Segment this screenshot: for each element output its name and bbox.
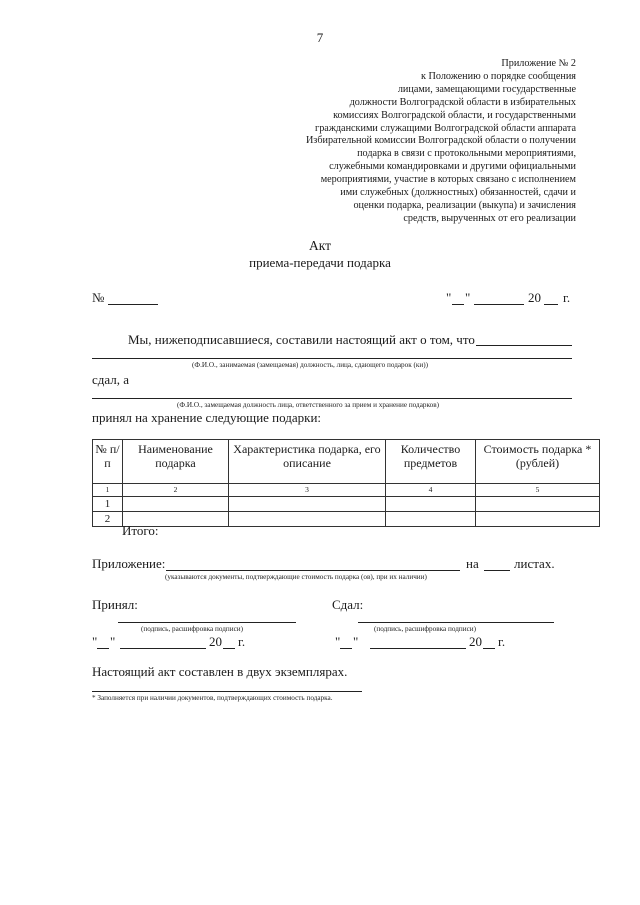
act-number-field[interactable] xyxy=(108,304,158,305)
appendix-block xyxy=(306,58,576,226)
column-number: 3 xyxy=(229,484,386,497)
right-date-month-field[interactable] xyxy=(370,648,466,649)
hint-sign-left: (подпись, расшифровка подписи) xyxy=(141,625,244,633)
column-header: Характеристика подарка, его описание xyxy=(229,440,386,484)
attachment-sheets-field[interactable] xyxy=(484,570,510,571)
appendix-line: средств, вырученных от его реализации xyxy=(403,212,576,224)
footnote: * Заполняется при наличии документов, подтверждающих стоимость подарка. xyxy=(92,694,333,702)
left-date-quote-close: " xyxy=(110,634,116,649)
date-year-prefix: 20 xyxy=(528,290,541,305)
table-cell[interactable] xyxy=(476,497,600,512)
appendix-line: служебными командировками и другими официальными xyxy=(329,161,576,173)
hint-giver: (Ф.И.О., занимаемая (замещаемая) должность, лица, сдающего подарок (ки)) xyxy=(192,361,429,369)
table-header-row xyxy=(93,440,600,484)
giver-field[interactable] xyxy=(92,358,572,359)
date-quote-close: " xyxy=(465,290,471,305)
date-month-field[interactable] xyxy=(474,304,524,305)
column-header: Стоимость подарка * (рублей) xyxy=(476,440,600,484)
date-year-field[interactable] xyxy=(544,304,558,305)
hint-receiver: (Ф.И.О., замещаемая должность лица, ответственного за прием и хранение подарков) xyxy=(177,401,440,409)
document-title: Акт xyxy=(308,238,332,253)
table-cell[interactable] xyxy=(229,497,386,512)
left-date-year: 20 xyxy=(209,634,222,649)
total-label: Итого: xyxy=(122,523,159,538)
table-cell[interactable] xyxy=(123,497,229,512)
right-date-quote-close: " xyxy=(353,634,359,649)
table-cell[interactable] xyxy=(229,512,386,527)
left-date-g: г. xyxy=(238,634,246,649)
left-date-month-field[interactable] xyxy=(120,648,206,649)
row-number: 2 xyxy=(93,512,123,527)
right-date-quote-open: " xyxy=(335,634,341,649)
hint-attachment: (указываются документы, подтверждающие стоимость подарка (ов), при их наличии) xyxy=(165,573,427,581)
right-date-year-field[interactable] xyxy=(483,648,495,649)
right-date-g: г. xyxy=(498,634,506,649)
table-cell[interactable] xyxy=(476,512,600,527)
column-number-row xyxy=(93,484,600,497)
date-quote-open: " xyxy=(446,290,452,305)
attachment-label: Приложение: xyxy=(92,556,166,571)
appendix-line: Избирательной комиссии Волгоградской области о получении xyxy=(305,135,576,147)
table-cell[interactable] xyxy=(386,497,476,512)
column-header: Количество предметов xyxy=(386,440,476,484)
column-number: 5 xyxy=(476,484,600,497)
column-number: 4 xyxy=(386,484,476,497)
appendix-line: подарка в связи с протокольными мероприятиями, xyxy=(357,148,576,160)
table-row xyxy=(93,497,600,512)
appendix-line: оценки подарка, реализации (выкупа) и зачисления xyxy=(353,199,576,211)
left-date-quote-open: " xyxy=(92,634,98,649)
copies-text: Настоящий акт составлен в двух экземплярах. xyxy=(92,664,348,679)
hint-sign-right: (подпись, расшифровка подписи) xyxy=(374,625,477,633)
intro-text: Мы, нижеподписавшиеся, составили настоящий акт о том, что xyxy=(128,332,475,347)
appendix-line: Приложение № 2 xyxy=(501,58,576,69)
left-date-day-field[interactable] xyxy=(97,648,109,649)
appendix-line: комиссиях Волгоградской области, и государственными xyxy=(333,109,576,121)
accepted-by-label: Принял: xyxy=(92,597,138,612)
column-header: № п/п xyxy=(93,440,123,484)
footnote-divider xyxy=(92,691,362,692)
left-date-year-field[interactable] xyxy=(223,648,235,649)
right-date-year: 20 xyxy=(469,634,482,649)
attachment-field[interactable] xyxy=(166,570,460,571)
handed-by-label: Сдал: xyxy=(332,597,364,612)
appendix-line: должности Волгоградской области в избирательных xyxy=(349,96,576,108)
date-year-suffix: г. xyxy=(563,290,571,305)
appendix-line: ими служебных (должностных) обязанностей, сдачи и xyxy=(340,187,576,199)
table-cell[interactable] xyxy=(386,512,476,527)
handed-by-signature-field[interactable] xyxy=(358,622,554,623)
appendix-line: гражданскими служащими Волгоградской области аппарата xyxy=(315,122,576,134)
date-day-field[interactable] xyxy=(452,304,464,305)
row-number: 1 xyxy=(93,497,123,512)
column-number: 1 xyxy=(93,484,123,497)
handed-text: сдал, а xyxy=(92,372,130,387)
accepted-text: принял на хранение следующие подарки: xyxy=(92,410,322,425)
appendix-line: к Положению о порядке сообщения xyxy=(421,70,576,82)
page-number: 7 xyxy=(316,30,324,45)
appendix-line: лицами, замещающими государственные xyxy=(397,83,576,95)
gifts-table xyxy=(92,439,600,527)
column-header: Наименование подарка xyxy=(123,440,229,484)
document-subtitle: приема-передачи подарка xyxy=(249,255,391,270)
attachment-on: на xyxy=(466,556,479,571)
attachment-sheets: листах. xyxy=(514,556,555,571)
table-row xyxy=(93,512,600,527)
receiver-field[interactable] xyxy=(92,398,572,399)
right-date-day-field[interactable] xyxy=(340,648,352,649)
intro-field[interactable] xyxy=(476,345,572,346)
accepted-by-signature-field[interactable] xyxy=(118,622,296,623)
appendix-line: мероприятиями, участие в которых связано с исполнением xyxy=(320,174,576,186)
act-number-label: № xyxy=(92,290,105,305)
column-number: 2 xyxy=(123,484,229,497)
